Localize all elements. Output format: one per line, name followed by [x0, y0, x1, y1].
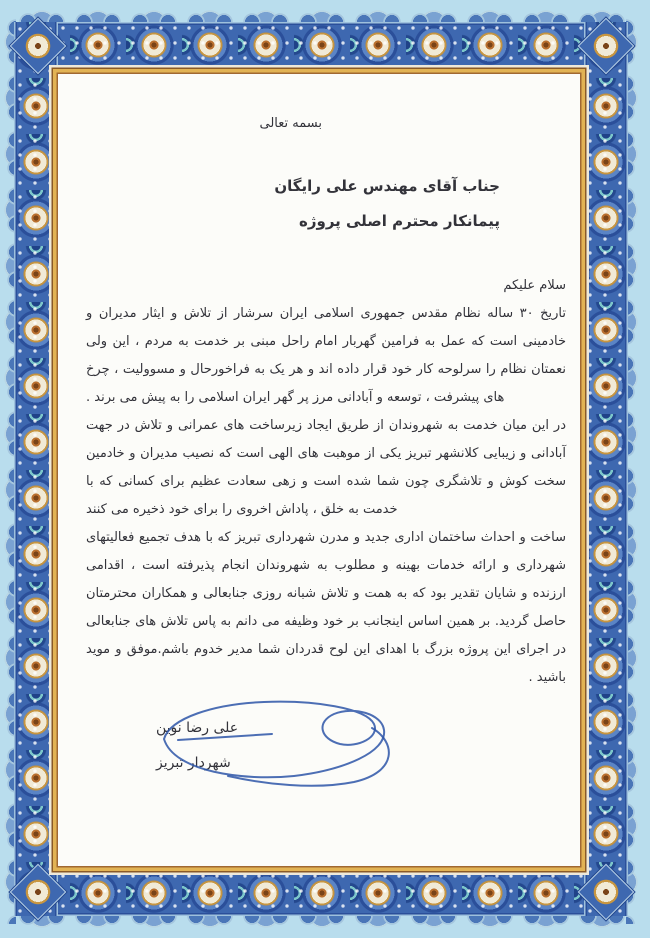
- letter-paper: [58, 74, 580, 866]
- letter-body: [86, 272, 566, 692]
- recipient-block: [274, 169, 500, 239]
- border-scallop-top: [14, 10, 628, 22]
- signature-name: علی رضا نوین: [156, 720, 239, 736]
- border-band-left: [14, 22, 58, 916]
- body-paragraph-2: در این میان خدمت به شهروندان از طریق ایجاد زیرساخت های عمرانی و تلاش در جهت آبادانی و زیبایی کلانشهر تبریز یکی از موهبت های الهی است که نصیب مدیران و خادمین سخت کوش و تلاشگری چون شما شده است و زهی سعادت عظیم برای کسانی که با خدمت به خلق ، پاداش اخروی را برای خود ذخیره می کنند: [86, 418, 566, 517]
- bismillah-heading: بسمه تعالی: [259, 116, 322, 131]
- border-scallop-bottom: [14, 916, 628, 928]
- body-paragraph-3: ساخت و احداث ساختمان اداری جدید و مدرن شهرداری تبریز که با هدف تجمیع فعالیتهای شهرداری و ارائه خدمات بهینه و مطلوب به شهروندان انجام پذیرفته است ، اقدامی ارزنده و شایان تقدیر بود که به همت و تلاش شبانه روزی جنابعالی و همکاران محترمتان حاصل گردید. بر همین اساس اینجانب بر خود وظیفه می دانم به پاس تلاش های جنابعالی در اجرای این پروژه بزرگ با اهدای این لوح قدردان شما مدیر خدوم باشم.موفق و موید باشید .: [86, 530, 566, 685]
- salutation: سلام علیکم: [503, 278, 566, 293]
- recipient-title: پیمانکار محترم اصلی پروژه: [299, 212, 500, 230]
- signature-title: شهردار تبریز: [156, 755, 231, 771]
- border-band-right: [584, 22, 628, 916]
- border-band-top: [14, 22, 628, 68]
- body-paragraph-1: تاریخ ۳۰ ساله نظام مقدس جمهوری اسلامی ایران سرشار از تلاش و ایثار مدیران و خادمینی است که عمل به فرامین گهربار امام راحل مبنی بر خدمت به مردم ، این ولی نعمتان نظام را سرلوحه کار خود قرار داده اند و هر یک به فراخورحال و مسوولیت ، چرخ های پیشرفت ، توسعه و آبادانی مرز پر گهر ایران اسلامی را به پیش می برند .: [86, 306, 566, 405]
- border-band-bottom: [14, 870, 628, 916]
- recipient-name: جناب آقای مهندس علی رایگان: [274, 177, 500, 195]
- handwritten-signature-scribble: [144, 684, 416, 796]
